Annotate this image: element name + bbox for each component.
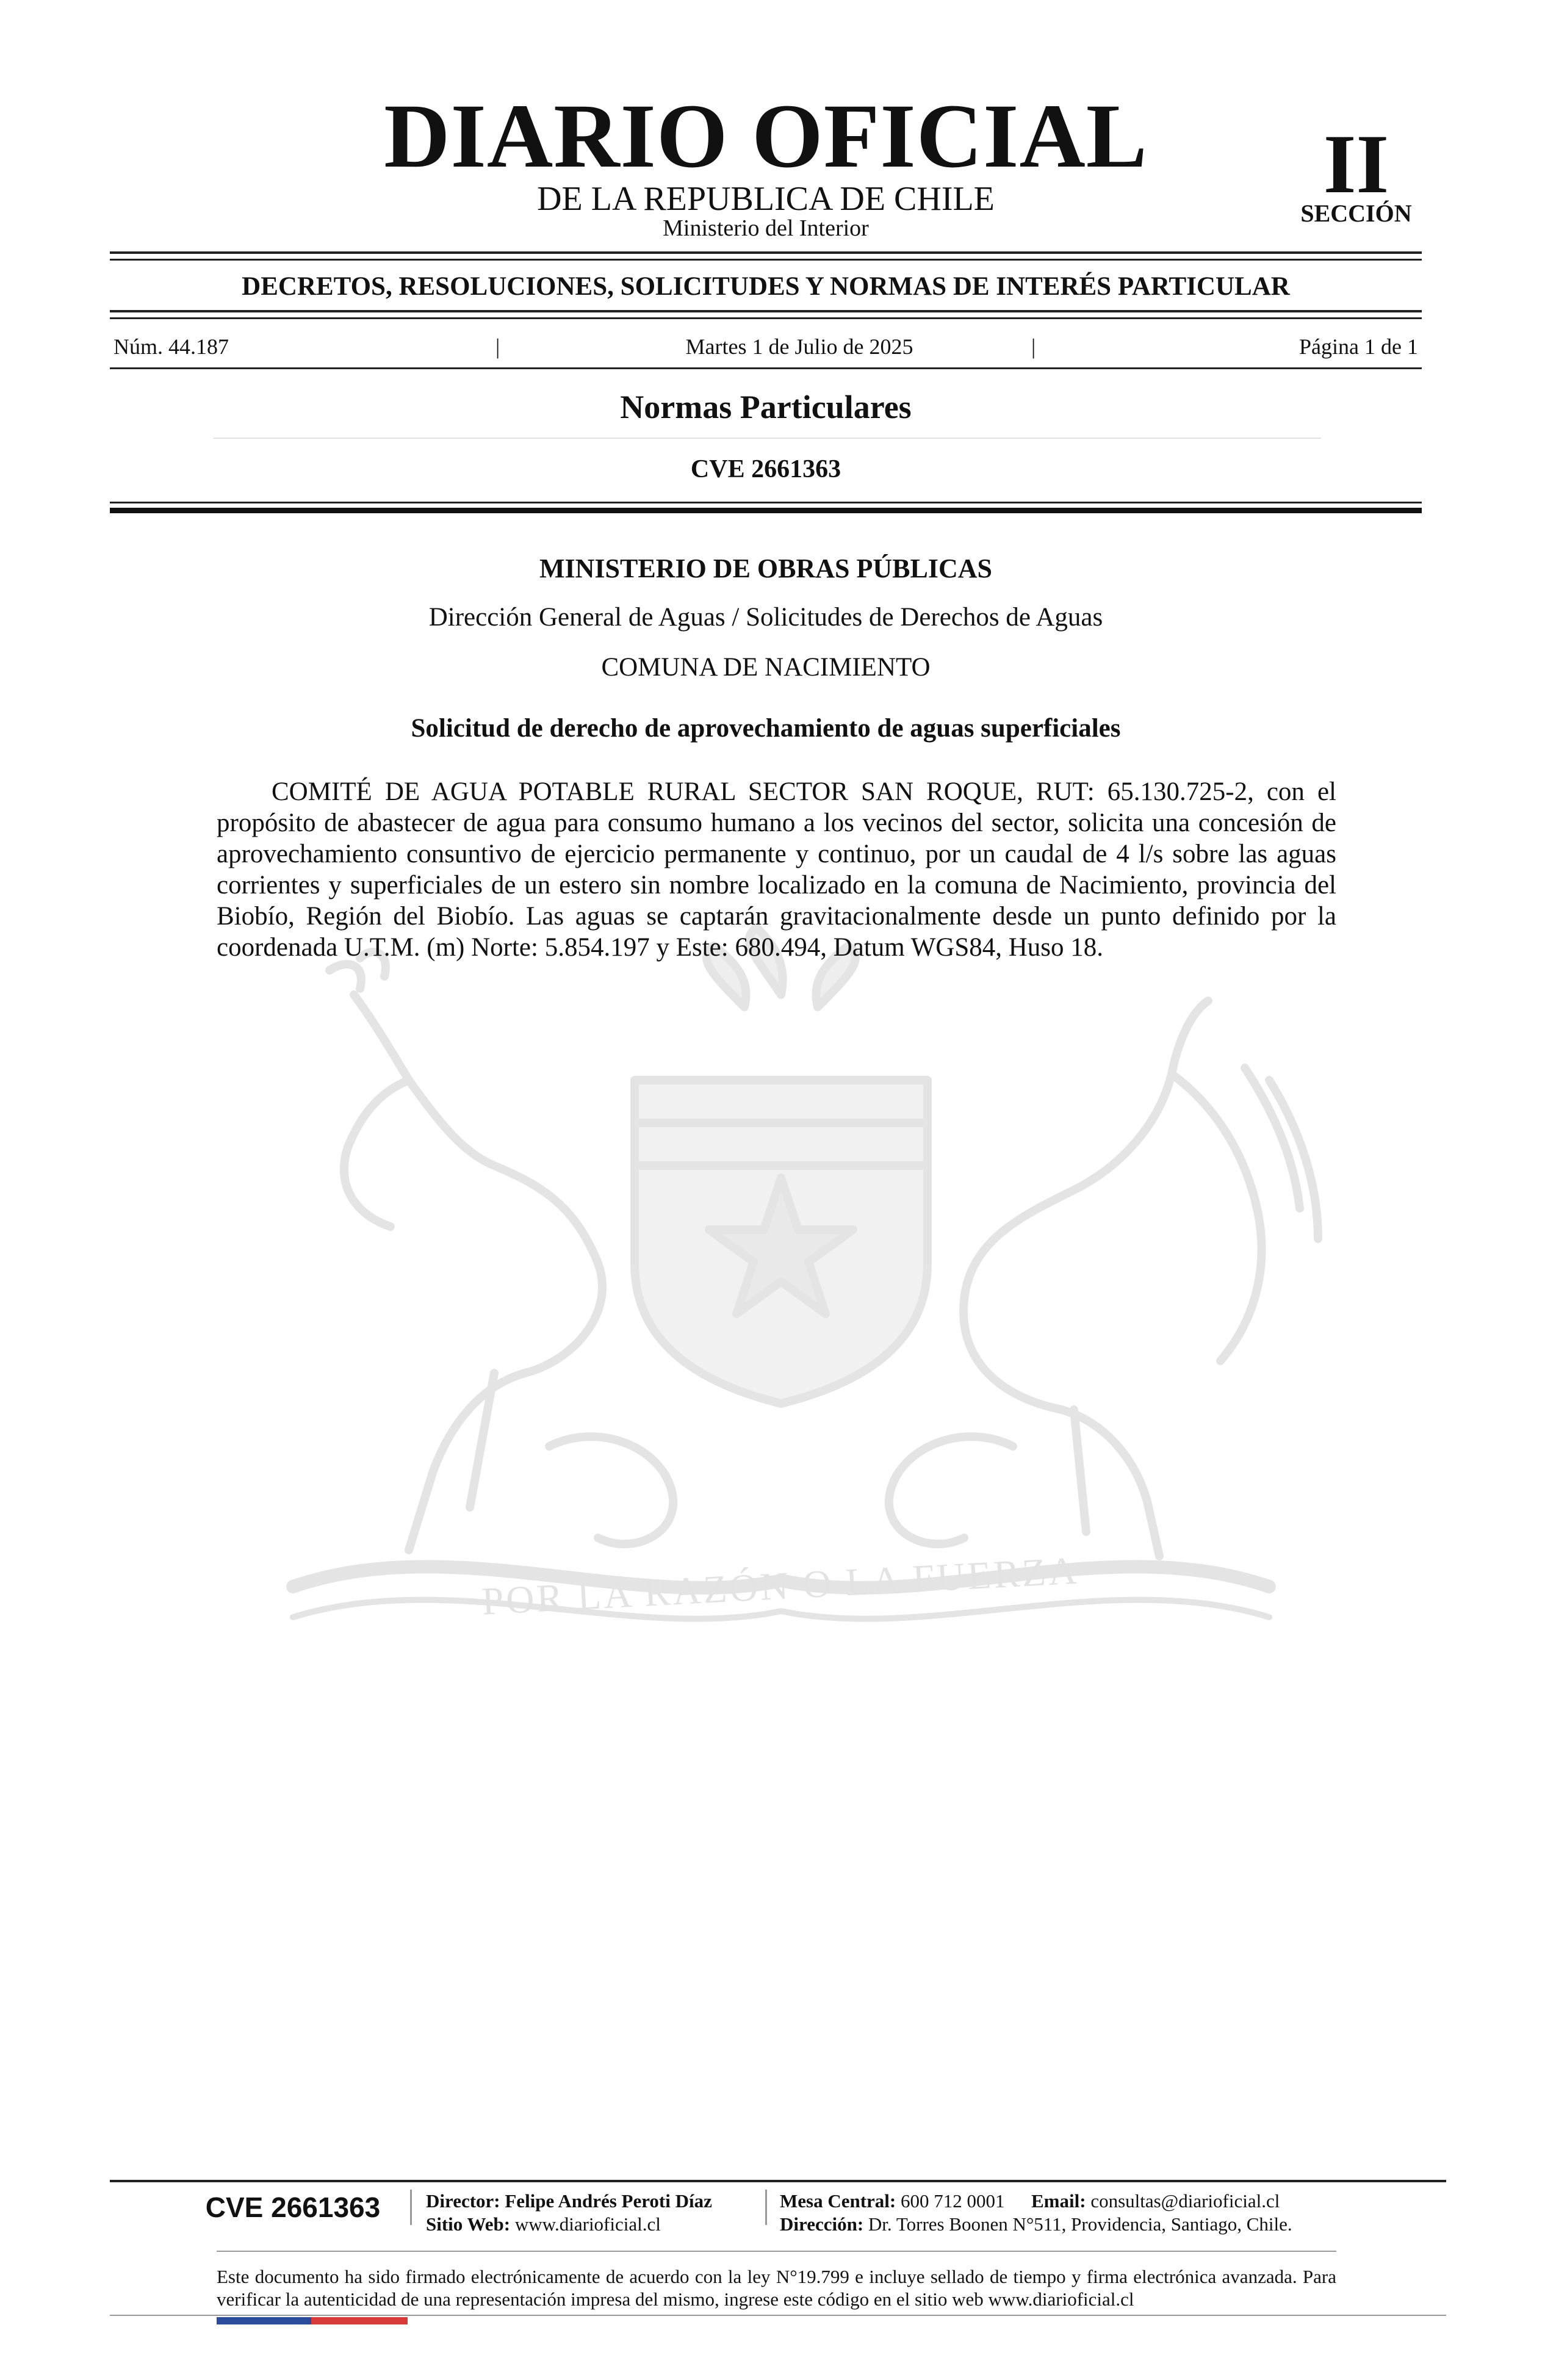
- issue-rule: [110, 367, 1422, 369]
- phone-label: Mesa Central:: [780, 2190, 896, 2212]
- email-value: consultas@diarioficial.cl: [1090, 2190, 1280, 2212]
- address-value: Dr. Torres Boonen N°511, Providencia, Santiago, Chile.: [868, 2213, 1292, 2235]
- footer-divider: [765, 2190, 767, 2225]
- request-title: Solicitud de derecho de aprovechamiento de aguas superficiales: [411, 714, 1121, 743]
- section-heading: Normas Particulares: [620, 389, 912, 425]
- footer-cve: CVE 2661363: [205, 2191, 381, 2223]
- issue-page: Página 1 de 1: [1299, 334, 1418, 359]
- web-value: www.diarioficial.cl: [514, 2213, 661, 2235]
- director-label: Director:: [426, 2190, 500, 2212]
- footer-rule-mid: [217, 2251, 1336, 2252]
- masthead-subtitle: DE LA REPUBLICA DE CHILE: [537, 180, 995, 218]
- issue-separator: |: [1031, 334, 1036, 359]
- email-label: Email:: [1031, 2190, 1086, 2212]
- notice-body: COMITÉ DE AGUA POTABLE RURAL SECTOR SAN ROQUE, RUT: 65.130.725-2, con el propósito de abastecer de agua para consumo humano a los vecinos del sector, solicita una concesión de aprovechamiento consuntivo de ejercicio permanente y continuo, por un caudal de 4 l/s sobre las aguas corrientes y superficiales de un estero sin nombre localizado en la comuna de Nacimiento, provincia del Biobío, Región del Biobío. Las aguas se captarán gravitacionalmente desde un punto definido por la coordenada U.T.M. (m) Norte: 5.854.197 y Este: 680.494, Datum WGS84, Huso 18.: [217, 777, 1336, 962]
- ministry-heading: MINISTERIO DE OBRAS PÚBLICAS: [539, 554, 993, 583]
- footer-divider: [410, 2190, 412, 2225]
- section-heading-rule: [214, 438, 1321, 439]
- masthead-rule-bottom: [110, 259, 1422, 261]
- web-label: Sitio Web:: [426, 2213, 511, 2235]
- watermark-motto: POR LA RAZÓN O LA FUERZA: [480, 1548, 1080, 1623]
- address-label: Dirección:: [780, 2213, 864, 2235]
- director-value: Felipe Andrés Peroti Díaz: [505, 2190, 712, 2212]
- issue-info-row: [110, 334, 1422, 359]
- banner-rule-bottom: [110, 317, 1422, 319]
- masthead-title: DIARIO OFICIAL: [384, 85, 1148, 187]
- flag-stripe-blue: [217, 2317, 311, 2324]
- legal-notice: Este documento ha sido firmado electrónicamente de acuerdo con la ley N°19.799 e incluye sellado de tiempo y firma electrónica avanzada. Para verificar la autenticidad de una representación impresa del mismo, ingrese este código en el sitio web www.diarioficial.cl: [217, 2266, 1336, 2310]
- section-numeral: II: [1323, 117, 1389, 211]
- masthead-rule-top: [110, 251, 1422, 254]
- section-label: SECCIÓN: [1300, 200, 1412, 227]
- cve-heading: CVE 2661363: [690, 455, 841, 483]
- flag-stripe-red: [311, 2317, 408, 2324]
- banner-rule-top: [110, 310, 1422, 312]
- issue-separator: |: [495, 334, 500, 359]
- footer-rule-bottom: [110, 2315, 1446, 2316]
- footer-rule-top: [110, 2180, 1446, 2182]
- commune-heading: COMUNA DE NACIMIENTO: [601, 653, 931, 682]
- cve-rule-thin: [110, 502, 1422, 503]
- phone-value: 600 712 0001: [901, 2190, 1005, 2212]
- issue-date: Martes 1 de Julio de 2025: [685, 334, 913, 359]
- footer-contact-block: [780, 2190, 1360, 2236]
- division-heading: Dirección General de Aguas / Solicitudes de Derechos de Aguas: [428, 603, 1103, 632]
- coat-of-arms-icon: [207, 921, 1355, 1672]
- banner-title: DECRETOS, RESOLUCIONES, SOLICITUDES Y NORMAS DE INTERÉS PARTICULAR: [242, 272, 1290, 301]
- footer-director-block: [426, 2190, 768, 2236]
- cve-rule-thick: [110, 508, 1422, 513]
- masthead-ministry: Ministerio del Interior: [663, 215, 869, 241]
- issue-number: Núm. 44.187: [113, 334, 229, 359]
